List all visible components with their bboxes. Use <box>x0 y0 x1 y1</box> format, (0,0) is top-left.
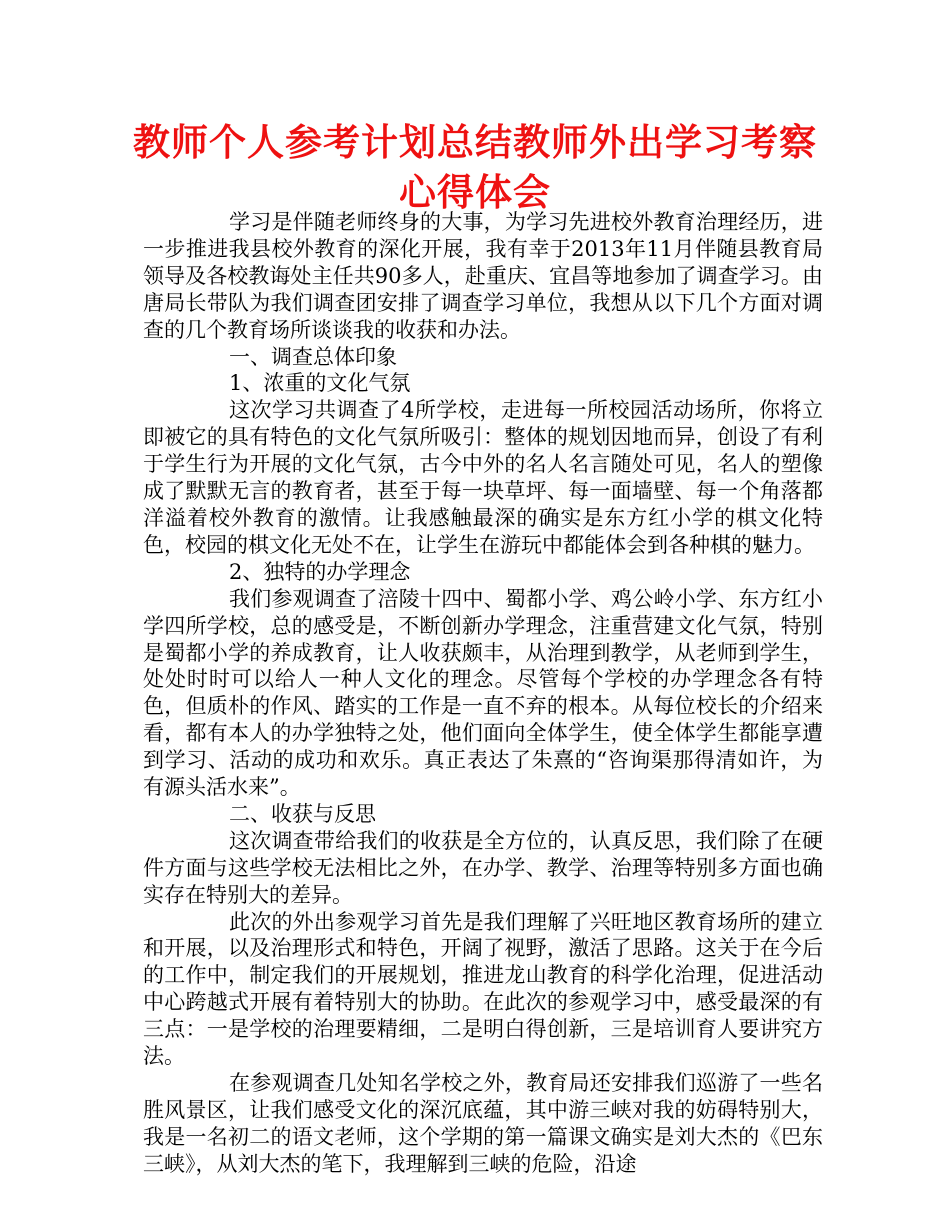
paragraph: 这次学习共调查了4所学校，走进每一所校园活动场所，你将立即被它的具有特色的文化气氛所吸引：整体的规划因地而异，创设了有利于学生行为开展的文化气氛，古今中外的名人名言随处可见，名人的塑像成了默默无言的教育者，甚至于每一块草坪、每一面墙壁、每一个角落都洋溢着校外教育的激情。让我感触最深的确实是东方红小学的棋文化特色，校园的棋文化无处不在，让学生在游玩中都能体会到各种棋的魅力。 <box>143 398 823 557</box>
paragraph: 学习是伴随老师终身的大事，为学习先进校外教育治理经历，进一步推进我县校外教育的深化开展，我有幸于2013年11月伴随县教育局领导及各校教诲处主任共90多人，赴重庆、宜昌等地参加了调查学习。由唐局长带队为我们调查团安排了调查学习单位，我想从以下几个方面对调查的几个教育场所谈谈我的收获和办法。 <box>143 210 823 342</box>
document-body <box>143 209 823 1178</box>
paragraph: 这次调查带给我们的收获是全方位的，认真反思，我们除了在硬件方面与这些学校无法相比之外，在办学、教学、治理等特别多方面也确实存在特别大的差异。 <box>143 828 823 907</box>
paragraph: 我们参观调查了涪陵十四中、蜀都小学、鸡公岭小学、东方红小学四所学校，总的感受是，不断创新办学理念，注重营建文化气氛，特别是蜀都小学的养成教育，让人收获颇丰，从治理到教学，从老师到学生，处处时时可以给人一种人文化的理念。尽管每个学校的办学理念各有特色，但质朴的作风、踏实的工作是一直不弃的根本。从每位校长的介绍来看，都有本人的办学独特之处，他们面向全体学生，使全体学生都能享遭到学习、活动的成功和欢乐。真正表达了朱熹的“咨询渠那得清如许，为有源头活水来”。 <box>143 586 823 800</box>
subsection-heading: 2、独特的办学理念 <box>229 559 411 584</box>
subsection-heading: 1、浓重的文化气氛 <box>229 371 411 396</box>
document-title: 教师个人参考计划总结教师外出学习考察心得体会 <box>133 121 817 214</box>
section-heading: 二、收获与反思 <box>229 801 376 826</box>
paragraph: 在参观调查几处知名学校之外，教育局还安排我们巡游了一些名胜风景区，让我们感受文化的深沉底蕴，其中游三峡对我的妨碍特别大，我是一名初二的语文老师，这个学期的第一篇课文确实是刘大杰的《巴东三峡》，从刘大杰的笔下，我理解到三峡的危险，沿途 <box>143 1071 823 1176</box>
paragraph: 此次的外出参观学习首先是我们理解了兴旺地区教育场所的建立和开展，以及治理形式和特色，开阔了视野，激活了思路。这关于在今后的工作中，制定我们的开展规划，推进龙山教育的科学化治理，促进活动中心跨越式开展有着特别大的协助。在此次的参观学习中，感受最深的有三点：一是学校的治理要精细，二是明白得创新，三是培训育人要讲究方法。 <box>143 909 823 1069</box>
section-heading: 一、调查总体印象 <box>229 344 397 369</box>
